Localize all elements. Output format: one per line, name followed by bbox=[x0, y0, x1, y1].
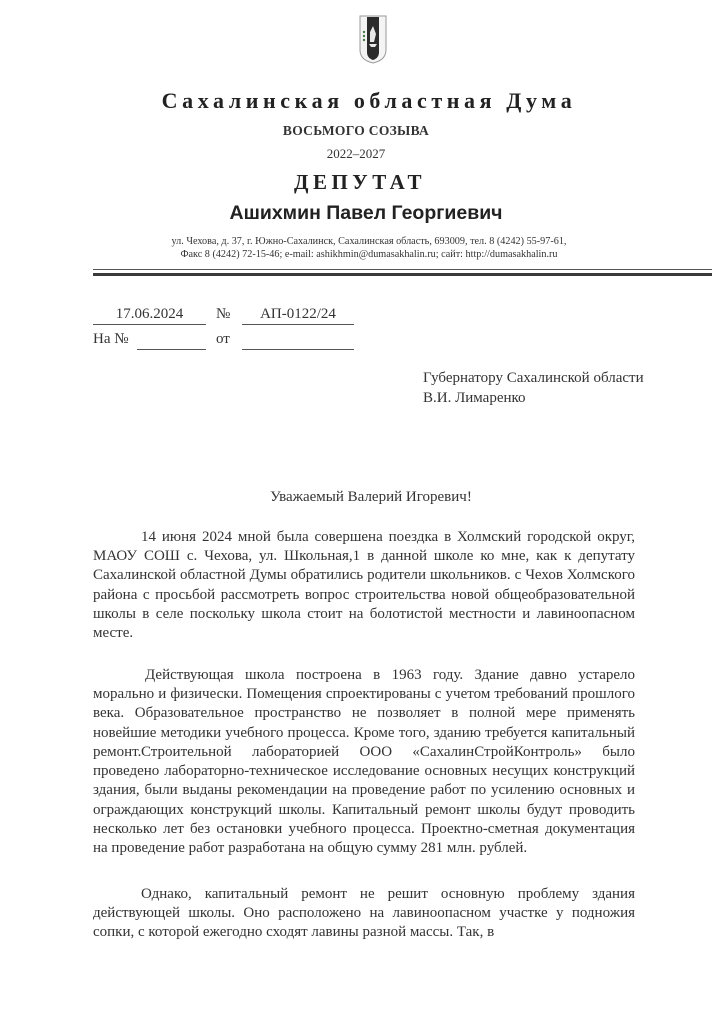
header-divider-thin bbox=[93, 269, 712, 270]
outgoing-number: АП-0122/24 bbox=[242, 306, 354, 325]
number-label: № bbox=[216, 306, 231, 322]
term-years: 2022–2027 bbox=[326, 146, 386, 161]
address-line-1: ул. Чехова, д. 37, г. Южно-Сахалинск, Сахалинская область, 693009, тел. 8 (4242) 55-97-61, bbox=[171, 236, 567, 247]
from-label: от bbox=[216, 331, 230, 347]
paragraph-3 bbox=[93, 743, 635, 858]
addressee-name: В.И. Лимаренко bbox=[423, 390, 526, 406]
paragraph-text: 14 июня 2024 мной была совершена поездка в Холмский городской округ, МАОУ СОШ с. Чехова, ул. Школьная,1 в данной школе ко мне, как к депутату Сахалинской областной Думы обратились родители школьников. с Чехов Холмского района с просьбой рассмотреть вопрос строительства новой общеобразовательной школы в селе поскольку школа стоит на болотистой местности и лавиноопасном месте. bbox=[93, 529, 635, 642]
paragraph-text: Строительной лабораторией ООО «СахалинСтройКонтроль» было проведено лабораторно-техническое исследование основных несущих конструкций здания, были выданы рекомендации на проведение работ по усилению основных и ограждающих конструкций школы. Капитальный ремонт школы будут проводить несколько лет без остановки учебного процесса. Проектно-сметная документация на проведение работ разработана на общую сумму 281 млн. рублей. bbox=[93, 744, 635, 857]
paragraph-1 bbox=[93, 528, 635, 643]
deputy-name: Ашихмин Павел Георгиевич bbox=[229, 202, 503, 224]
paragraph-text: Действующая школа построена в 1963 году. Здание давно устарело морально и физически. Помещения спроектированы с учетом требований прошлого века. Образовательное пространство не позволяет в полной мере применять новейшие методики учебного процесса. Кроме того, зданию требуется капитальный ремонт. bbox=[93, 667, 635, 760]
paragraph-4 bbox=[93, 885, 635, 943]
outgoing-date: 17.06.2024 bbox=[93, 306, 206, 325]
position-title: ДЕПУТАТ bbox=[294, 170, 426, 194]
addressee-title: Губернатору Сахалинской области bbox=[423, 370, 644, 386]
header-divider-thick bbox=[93, 273, 712, 276]
paragraph-text: Однако, капитальный ремонт не решит основную проблему здания действующей школы. Оно расположено на лавиноопасном участке у подножия сопки, с которой ежегодно сходят лавины разной массы. Так, в bbox=[93, 886, 635, 941]
organization-title: Сахалинская областная Дума bbox=[161, 88, 577, 113]
address-line-2: Факс 8 (4242) 72-15-46; e-mail: ashikhmin@dumasakhalin.ru; сайт: http://dumasakhalin.ru bbox=[180, 249, 558, 260]
reply-to-date-blank bbox=[242, 331, 354, 350]
reply-to-label: На № bbox=[93, 331, 129, 347]
sakhalin-coat-of-arms-icon bbox=[358, 14, 388, 64]
salutation: Уважаемый Валерий Игоревич! bbox=[270, 489, 472, 505]
reply-to-number-blank bbox=[137, 331, 206, 350]
convocation-label: ВОСЬМОГО СОЗЫВА bbox=[282, 123, 430, 138]
